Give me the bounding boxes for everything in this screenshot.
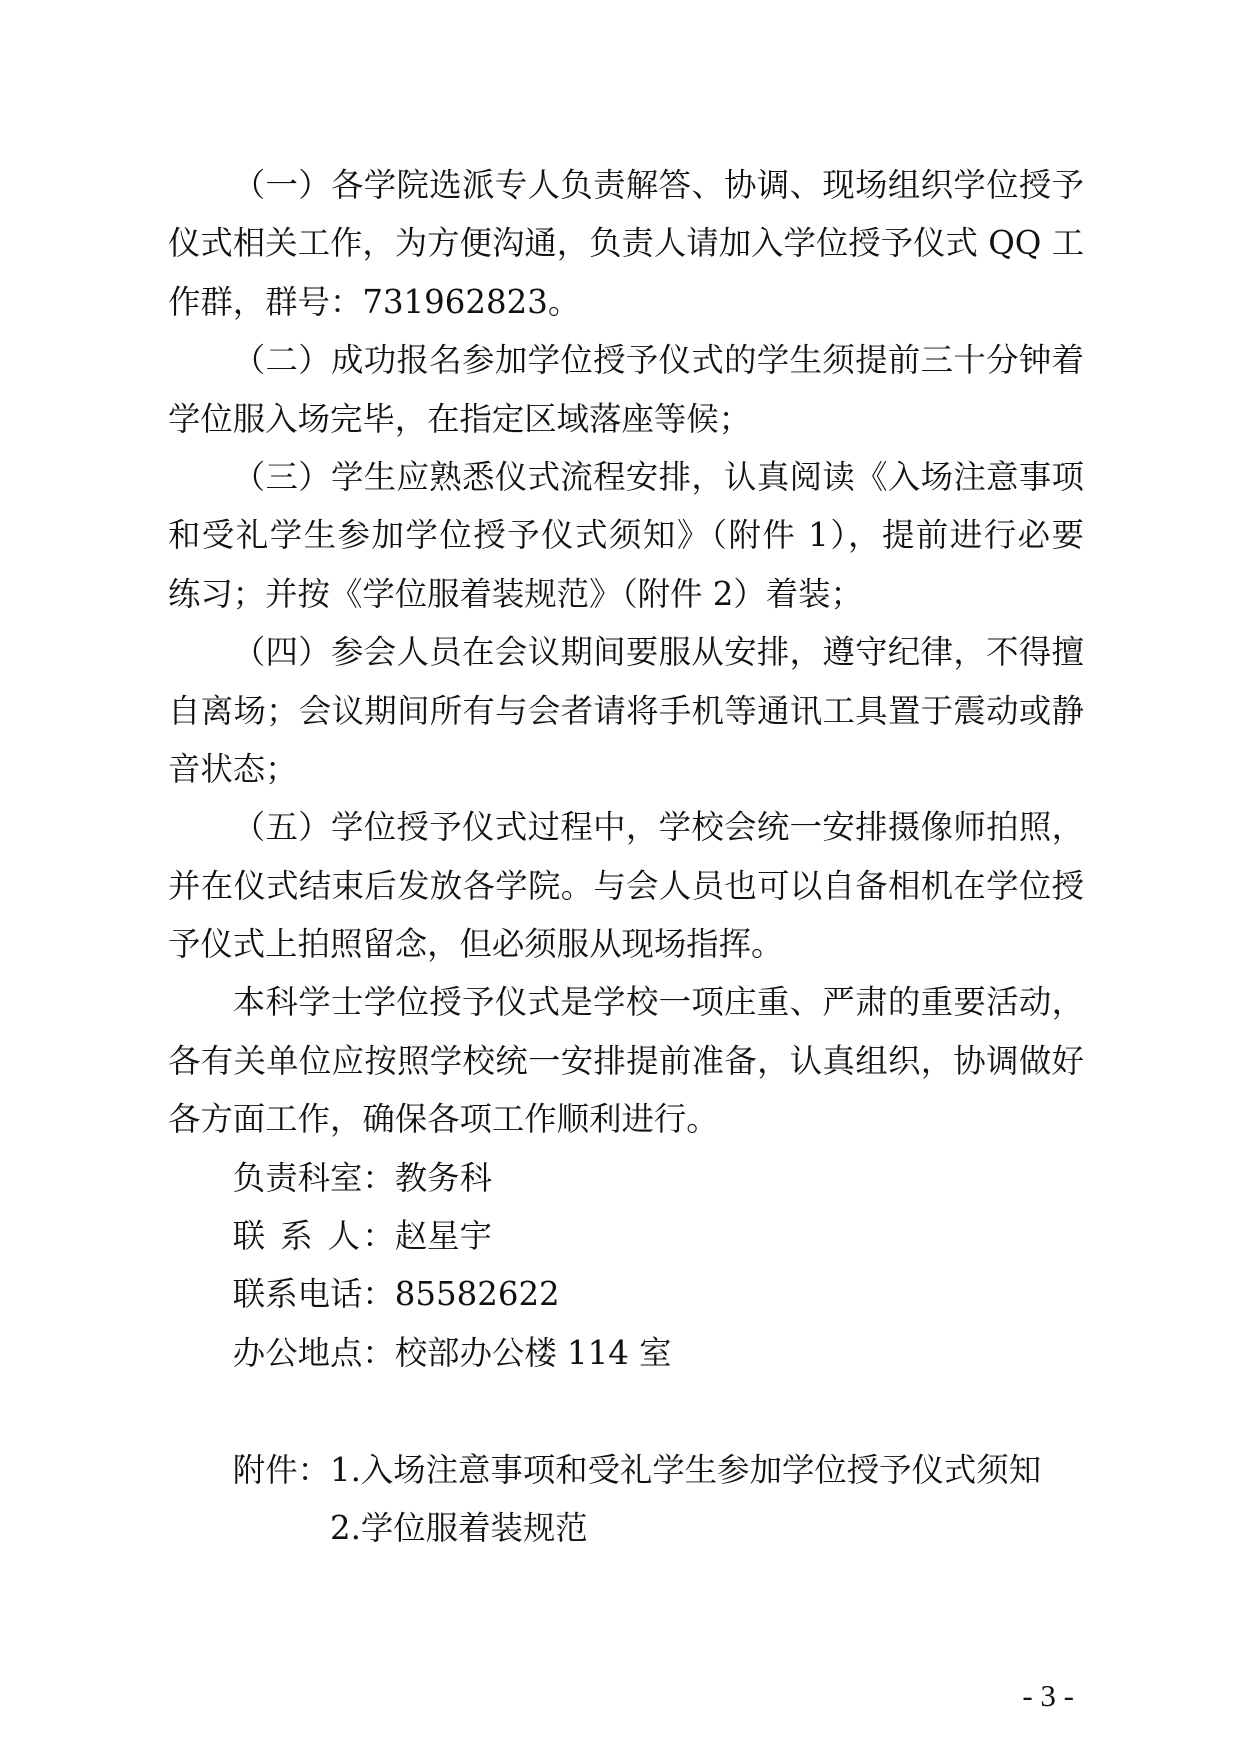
contact-value: 教务科 (394, 1158, 492, 1197)
contact-label: 负责科室： (232, 1158, 395, 1197)
paragraph-item-4 (168, 623, 1084, 798)
closing-paragraph (168, 973, 1084, 1148)
contact-value: 校部办公楼 114 室 (394, 1333, 672, 1372)
contact-value: 85582622 (394, 1275, 560, 1314)
paragraph-line: 各方面工作，确保各项工作顺利进行。 (168, 1100, 719, 1139)
contact-office (168, 1324, 1084, 1382)
attachments-label: 附件： (232, 1450, 330, 1489)
paragraph-line: 和受礼学生参加学位授予仪式须知》（附件 1），提前进行必要 (168, 516, 1084, 555)
paragraph-line: （四）参会人员在会议期间要服从安排，遵守纪律，不得擅 (232, 633, 1084, 672)
document-body (168, 156, 1084, 1557)
attachment-item: 2.学位服着装规范 (330, 1508, 588, 1547)
contact-value: 赵星宇 (394, 1217, 492, 1256)
page-number: - 3 - (1022, 1678, 1074, 1713)
paragraph-line: （五）学位授予仪式过程中，学校会统一安排摄像师拍照， (232, 808, 1084, 847)
paragraph-item-5 (168, 798, 1084, 973)
paragraph-item-1 (168, 156, 1084, 331)
paragraph-line: 音状态； (168, 749, 298, 788)
contact-person (168, 1207, 1084, 1265)
attachments (168, 1441, 1084, 1558)
paragraph-item-2 (168, 331, 1084, 448)
paragraph-line: （一）各学院选派专人负责解答、协调、现场组织学位授予 (232, 166, 1084, 204)
paragraph-line: 练习；并按《学位服着装规范》（附件 2）着装； (168, 574, 863, 613)
paragraph-line: 自离场；会议期间所有与会者请将手机等通讯工具置于震动或静 (168, 691, 1084, 730)
contact-department (168, 1149, 1084, 1207)
contact-label: 联系电话： (232, 1275, 395, 1314)
attachment-line-1 (168, 1441, 1084, 1499)
attachment-line-2 (168, 1499, 1084, 1557)
paragraph-line: （二）成功报名参加学位授予仪式的学生须提前三十分钟着 (232, 341, 1084, 380)
blank-line (168, 1382, 1084, 1440)
attachment-item: 1.入场注意事项和受礼学生参加学位授予仪式须知 (329, 1450, 1042, 1489)
paragraph-line: 并在仪式结束后发放各学院。与会人员也可以自备相机在学位授 (168, 866, 1084, 905)
contact-phone (168, 1265, 1084, 1323)
paragraph-line: 各有关单位应按照学校统一安排提前准备，认真组织，协调做好 (168, 1041, 1084, 1080)
contact-label: 办公地点： (232, 1333, 395, 1372)
contact-label: 联 系 人： (232, 1217, 395, 1256)
paragraph-line: 学位服入场完毕，在指定区域落座等候； (168, 399, 752, 438)
paragraph-line: 予仪式上拍照留念，但必须服从现场指挥。 (168, 925, 784, 964)
paragraph-line: 本科学士学位授予仪式是学校一项庄重、严肃的重要活动， (232, 983, 1084, 1022)
paragraph-line: 仪式相关工作，为方便沟通，负责人请加入学位授予仪式 QQ 工 (168, 224, 1084, 263)
contact-info (168, 1149, 1084, 1383)
paragraph-line: 作群，群号：731962823。 (168, 282, 581, 321)
paragraph-item-3 (168, 448, 1084, 623)
paragraph-line: （三）学生应熟悉仪式流程安排，认真阅读《入场注意事项 (232, 457, 1084, 496)
